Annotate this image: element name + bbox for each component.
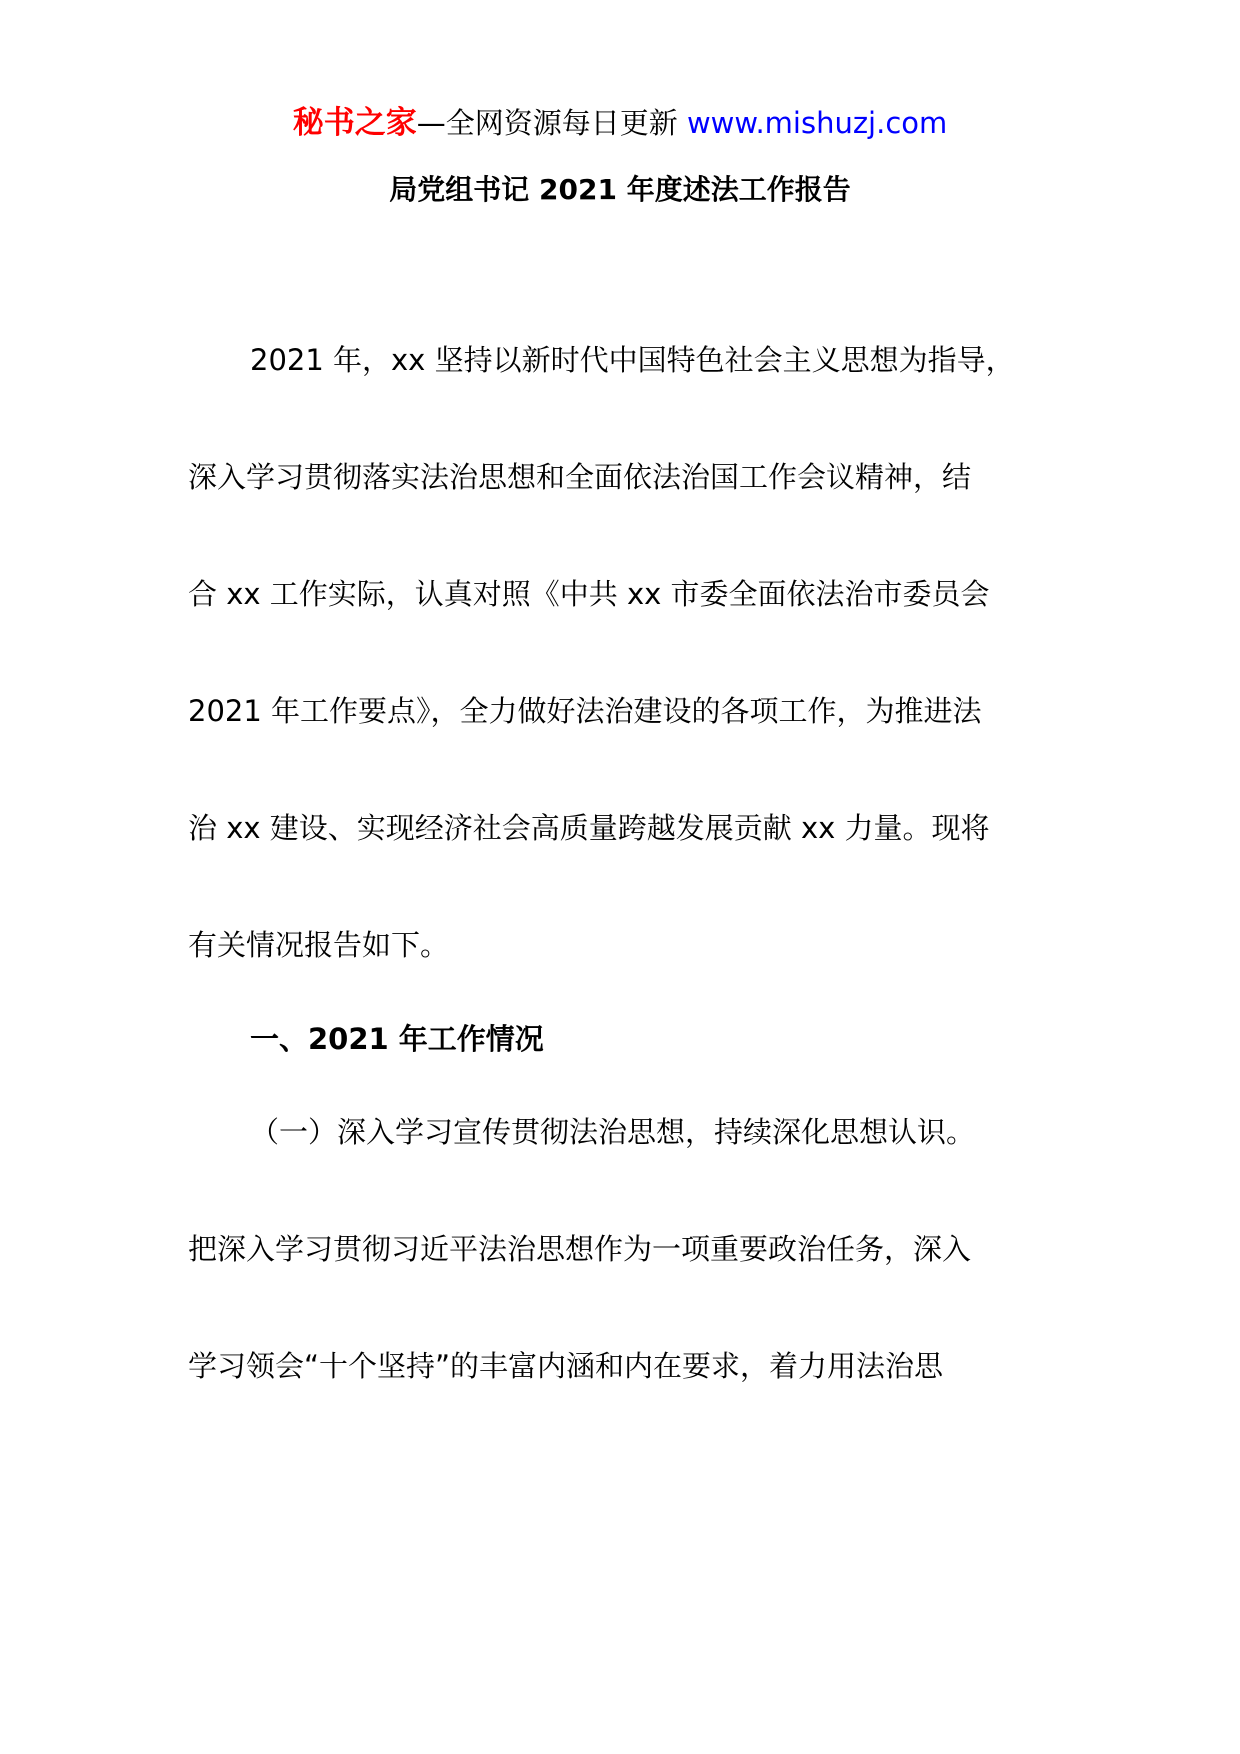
section-heading: 一、2021 年工作情况 xyxy=(250,1022,544,1056)
paragraph-line: 2021 年，xx 坚持以新时代中国特色社会主义思想为指导， xyxy=(250,343,1015,377)
paragraph-line: 合 xx 工作实际，认真对照《中共 xx 市委全面依法治市委员会 xyxy=(188,577,990,611)
document-title: 局党组书记 2021 年度述法工作报告 xyxy=(389,173,851,206)
brand-name: 秘书之家 xyxy=(292,105,417,141)
paragraph-line: 有关情况报告如下。 xyxy=(188,928,450,962)
paragraph-line: 治 xx 建设、实现经济社会高质量跨越发展贡献 xx 力量。现将 xyxy=(188,811,990,845)
site-url-link[interactable]: www.mishuzj.com xyxy=(686,106,948,140)
subsection-heading: （一）深入学习宣传贯彻法治思想，持续深化思想认识。 xyxy=(250,1115,976,1149)
paragraph-line: 2021 年工作要点》，全力做好法治建设的各项工作，为推进法 xyxy=(188,694,982,728)
site-header xyxy=(0,98,1240,148)
paragraph-line: 把深入学习贯彻习近平法治思想作为一项重要政治任务，深入 xyxy=(188,1232,972,1266)
paragraph-line: 学习领会“十个坚持”的丰富内涵和内在要求，着力用法治思 xyxy=(188,1349,944,1383)
paragraph-line: 深入学习贯彻落实法治思想和全面依法治国工作会议精神，结 xyxy=(188,460,972,494)
header-tagline: —全网资源每日更新 xyxy=(416,106,678,140)
